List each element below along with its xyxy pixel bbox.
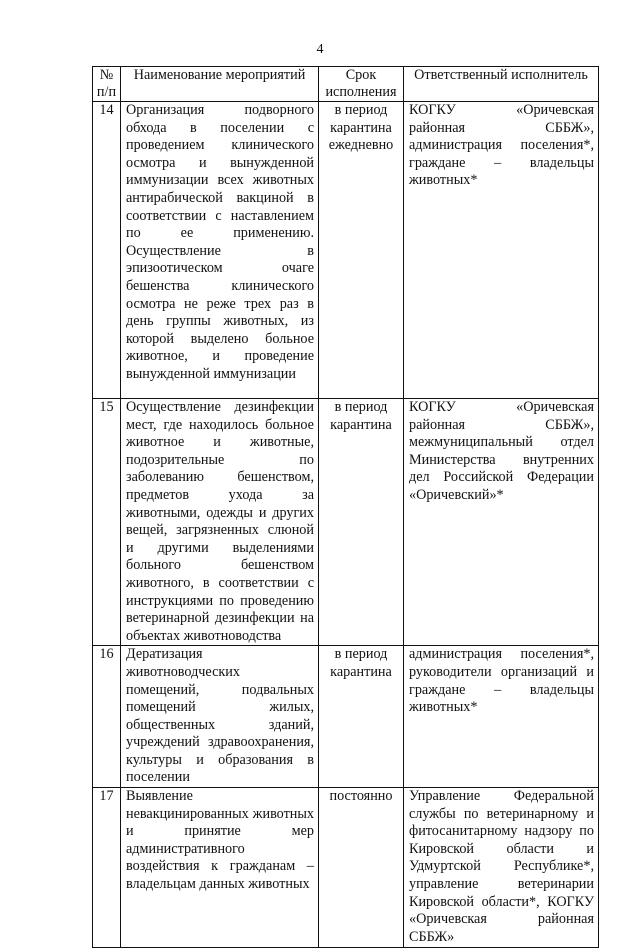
table-header-row bbox=[93, 67, 599, 102]
table-row bbox=[93, 788, 599, 948]
measure-term: постоянно bbox=[319, 788, 404, 948]
row-number: 15 bbox=[93, 399, 121, 646]
header-num: № п/п bbox=[93, 67, 121, 102]
header-responsible: Ответственный исполнитель bbox=[404, 67, 599, 102]
header-term: Срок исполнения bbox=[319, 67, 404, 102]
measure-responsible: КОГКУ «Оричевская районная СББЖ», межмуниципальный отдел Министерства внутренних дел Российской Федерации «Оричевский»* bbox=[404, 399, 599, 646]
row-number: 17 bbox=[93, 788, 121, 948]
measures-table bbox=[92, 66, 599, 948]
measure-name: Организация подворного обхода в поселении с проведением клинического осмотра и вынужденной иммунизации всех животных антирабической вакциной в соответствии с наставлением по ее применению. Осуществление в эпизоотическом очаге бешенства клинического осмотра не реже трех раз в день группы животных, из которой выделено больное животное, и проведение вынужденной иммунизации bbox=[121, 102, 319, 399]
measure-name: Дератизация животноводческих помещений, подвальных помещений жилых, общественных зданий, учреждений здравоохранения, культуры и образования в поселении bbox=[121, 646, 319, 788]
table-row bbox=[93, 646, 599, 788]
row-number: 16 bbox=[93, 646, 121, 788]
measure-name: Выявление невакцинированных животных и принятие мер административного воздействия к гражданам – владельцам данных животных bbox=[121, 788, 319, 948]
measure-responsible: администрация поселения*, руководители организаций и граждане – владельцы животных* bbox=[404, 646, 599, 788]
table-row bbox=[93, 102, 599, 399]
row-number: 14 bbox=[93, 102, 121, 399]
measure-term: в период карантина bbox=[319, 399, 404, 646]
header-name: Наименование мероприятий bbox=[121, 67, 319, 102]
table-row bbox=[93, 399, 599, 646]
measure-term: в период карантина bbox=[319, 646, 404, 788]
measure-responsible: Управление Федеральной службы по ветеринарному и фитосанитарному надзору по Кировской области и Удмуртской Республике*, управление ветеринарии Кировской области*, КОГКУ «Оричевская районная СББЖ» bbox=[404, 788, 599, 948]
measure-name: Осуществление дезинфекции мест, где находилось больное животное и животные, подозрительные по заболеванию бешенством, предметов ухода за животными, одежды и других вещей, загрязненных слюной и другими выделениями больного бешенством животного, в соответствии с инструкциями по проведению ветеринарной дезинфекции на объектах животноводства bbox=[121, 399, 319, 646]
measure-term: в период карантина ежедневно bbox=[319, 102, 404, 399]
measure-responsible: КОГКУ «Оричевская районная СББЖ», администрация поселения*, граждане – владельцы животных* bbox=[404, 102, 599, 399]
page-number: 4 bbox=[316, 42, 324, 57]
